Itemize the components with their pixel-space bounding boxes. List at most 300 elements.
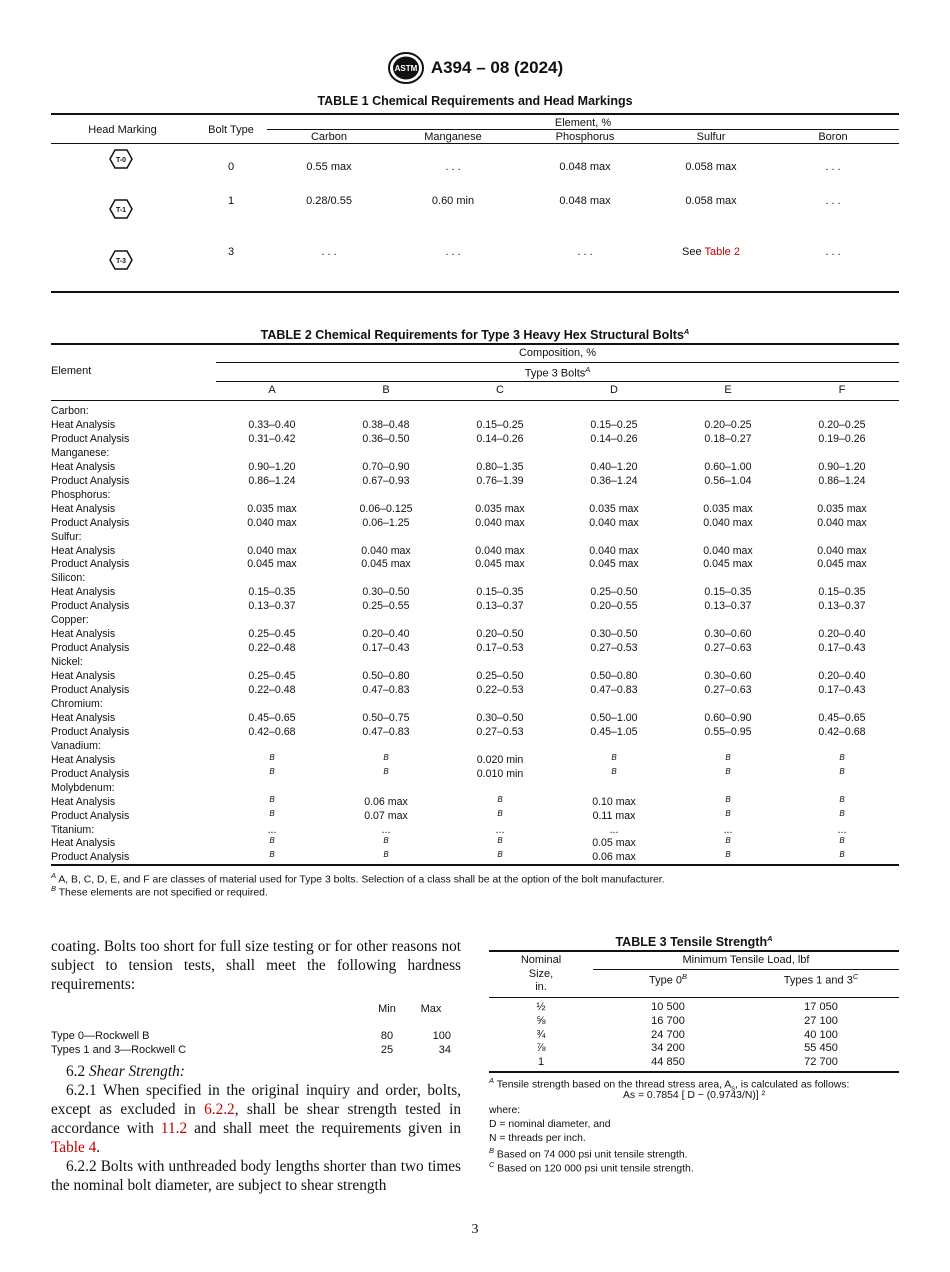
table2-row-label: Product Analysis <box>51 851 130 864</box>
table2-cell: 0.47–0.83 <box>362 725 410 738</box>
table2-cell: 0.20–0.25 <box>704 418 752 431</box>
table2-col-a: A <box>268 384 276 396</box>
table2-row <box>51 599 899 613</box>
table3-note-a-text: Tensile strength based on the thread stress area, A <box>494 1079 732 1091</box>
table2-cell: B <box>383 850 389 860</box>
table2-row-label: Heat Analysis <box>51 586 116 599</box>
table2-cell: 0.30–0.50 <box>476 711 524 724</box>
table2-footnote-a-mark: A <box>51 871 57 880</box>
table2-row-label: Product Analysis <box>51 767 130 780</box>
table1-col-boron: Boron <box>818 131 848 143</box>
table2-cell: B <box>839 850 845 860</box>
table2-row-label: Copper: <box>51 614 89 627</box>
table2-cell: 0.42–0.68 <box>818 725 866 738</box>
hardness-row1-max: 34 <box>438 1044 451 1056</box>
table2-cell: 0.18–0.27 <box>704 432 752 445</box>
table3-title <box>489 934 899 949</box>
table2-cell: 0.020 min <box>476 753 524 766</box>
table2-row <box>51 502 899 516</box>
table2-cell: B <box>725 836 731 846</box>
table2-cell: 0.040 max <box>247 516 297 529</box>
table2-cell: 0.17–0.43 <box>818 684 866 696</box>
table3-cell-types13: 55 450 <box>804 1042 838 1055</box>
table2-cell: 0.22–0.48 <box>248 684 296 696</box>
table2-cell: 0.86–1.24 <box>248 474 296 487</box>
paragraph-6-2-2: 6.2.2 Bolts with unthreaded body lengths shorter than two times the nominal bolt diameter, are subject to shear strength <box>51 1158 461 1194</box>
table2-cell: 0.30–0.50 <box>362 586 410 599</box>
table2-type3-text: Type 3 Bolts <box>524 367 586 380</box>
table1-row1-bolt-type: 1 <box>227 195 235 207</box>
table1-row1-carbon: 0.28/0.55 <box>306 195 352 207</box>
table2-cell: 0.45–0.65 <box>248 711 296 724</box>
table2-title-text: TABLE 2 Chemical Requirements for Type 3 Heavy Hex Structural Bolts <box>260 328 684 343</box>
table3-cell-type0: 10 500 <box>651 1001 685 1013</box>
table2-cell: B <box>497 794 503 804</box>
table2-cell: 0.27–0.53 <box>590 642 638 655</box>
table3-col-types13-text: Types 1 and 3 <box>783 974 853 987</box>
table2-cell: 0.86–1.24 <box>818 474 866 487</box>
table2-cell: B <box>725 808 731 818</box>
table2-composition-head: Composition, % <box>518 347 597 359</box>
table2-row <box>51 836 899 850</box>
head-marking-t3-icon <box>109 250 133 270</box>
table3-col-nominal-3: in. <box>535 981 547 993</box>
table2-cell: 0.15–0.25 <box>590 418 638 431</box>
table2-row <box>51 669 899 683</box>
table3-def-n: N = threads per inch. <box>489 1133 586 1144</box>
table2-row-label: Product Analysis <box>51 432 130 445</box>
table2-cell: 0.045 max <box>589 558 639 571</box>
table2-cell: 0.20–0.40 <box>818 628 866 641</box>
table1 <box>51 113 899 293</box>
table2-cell: 0.010 min <box>476 767 524 780</box>
table2-cell: ... <box>381 823 391 836</box>
body-text-top <box>51 937 461 994</box>
table3-col-nominal-2: Size, <box>528 968 554 980</box>
head-marking-t1-label: T-1 <box>115 207 127 214</box>
table2-cell: 0.040 max <box>589 544 639 557</box>
table2-cell: 0.17–0.43 <box>818 642 866 655</box>
table3-note-c <box>489 1160 694 1174</box>
table1-row1-sulfur: 0.058 max <box>685 195 737 207</box>
table3-cell-size: ¾ <box>536 1028 546 1041</box>
table2-cell: 0.55–0.95 <box>704 725 752 738</box>
table2-row-label: Heat Analysis <box>51 753 116 766</box>
table2-row <box>51 613 899 627</box>
table2-cell: ... <box>723 823 733 836</box>
paragraph-6-2-1-part4: . <box>96 1139 101 1156</box>
table2-cell: 0.19–0.26 <box>818 432 866 445</box>
table2-cell: 0.25–0.50 <box>590 586 638 599</box>
table2-cell: 0.20–0.40 <box>362 628 410 641</box>
table2-cell: 0.040 max <box>247 544 297 557</box>
table2-row <box>51 809 899 823</box>
table2-row-label: Nickel: <box>51 656 83 669</box>
table2-row <box>51 544 899 558</box>
table2-cell: 0.90–1.20 <box>248 460 296 473</box>
table2-cell: B <box>839 808 845 818</box>
table2-cell: B <box>725 794 731 804</box>
table2-cell: 0.45–0.65 <box>818 711 866 724</box>
table2-cell: 0.38–0.48 <box>362 418 410 431</box>
table2-row <box>51 571 899 585</box>
table2-cell: B <box>611 752 617 762</box>
table2-cell: 0.13–0.37 <box>248 600 296 613</box>
table2-cell: B <box>383 836 389 846</box>
table2-row-label: Carbon: <box>51 405 89 417</box>
table2-cell: ... <box>495 823 505 836</box>
table2-row-label: Chromium: <box>51 697 103 710</box>
table2-cell: B <box>383 766 389 776</box>
table2-cell: 0.47–0.83 <box>590 684 638 696</box>
table2-row <box>51 725 899 739</box>
table2-cell: B <box>497 808 503 818</box>
document-designation: A394 – 08 (2024) <box>430 58 564 77</box>
table2-col-c: C <box>496 384 504 396</box>
table3-where: where: <box>489 1105 521 1116</box>
table2-row-label: Heat Analysis <box>51 502 116 515</box>
section-6-2-title: Shear Strength: <box>88 1063 185 1080</box>
table2-row <box>51 781 899 795</box>
table2-cell: 0.36–0.50 <box>362 432 410 445</box>
table2-cell: 0.045 max <box>475 558 525 571</box>
table1-row0-manganese: . . . <box>445 161 461 173</box>
paragraph-6-2-1-part3: and shall meet the requirements given in <box>187 1120 461 1137</box>
table2-cell: B <box>725 766 731 776</box>
table2-row-label: Product Analysis <box>51 725 130 738</box>
table2-cell: 0.040 max <box>589 516 639 529</box>
table2-cell: 0.30–0.50 <box>590 628 638 641</box>
table2-cell: 0.33–0.40 <box>248 418 296 431</box>
table3-note-a-end: , is calculated as follows: <box>734 1079 850 1091</box>
table2-row <box>51 767 899 781</box>
table2-row-label: Heat Analysis <box>51 711 116 724</box>
table2-cell: 0.15–0.35 <box>248 586 296 599</box>
table2-cell: 0.76–1.39 <box>476 474 524 487</box>
table2-cell: 0.040 max <box>817 516 867 529</box>
table2-cell: 0.05 max <box>592 837 636 850</box>
hardness-col-max: Max <box>420 1003 442 1015</box>
table2-footnote-b <box>51 884 268 898</box>
table3-note-b <box>489 1146 688 1160</box>
table2-cell: 0.035 max <box>247 502 297 515</box>
table2-cell: 0.25–0.45 <box>248 670 296 683</box>
table2-cell: 0.50–0.80 <box>362 670 410 683</box>
table2-cell: 0.30–0.60 <box>704 628 752 641</box>
table2-cell: B <box>497 836 503 846</box>
table2-row-label: Product Analysis <box>51 600 130 613</box>
table3-col-group: Minimum Tensile Load, lbf <box>682 954 810 966</box>
table2-row-label: Titanium: <box>51 823 95 836</box>
table2-cell: B <box>269 794 275 804</box>
table2-row <box>51 753 899 767</box>
table2-cell: B <box>725 850 731 860</box>
link-11-2[interactable]: 11.2 <box>160 1120 188 1137</box>
table1-top-rule <box>51 113 899 115</box>
table3-note-c-text: Based on 120 000 psi unit tensile strength. <box>494 1163 694 1175</box>
table1-row0-boron: . . . <box>825 161 841 173</box>
table2-cell: 0.17–0.43 <box>362 642 410 655</box>
table2-cell: 0.15–0.35 <box>818 586 866 599</box>
table3-title-note: A <box>767 934 773 943</box>
table3-cell-type0: 16 700 <box>651 1014 685 1027</box>
table2-cell: 0.50–0.80 <box>590 670 638 683</box>
table2-cell: 0.040 max <box>703 516 753 529</box>
table3-cell-type0: 24 700 <box>651 1028 685 1041</box>
table1-row2-manganese: . . . <box>445 246 461 258</box>
paragraph-6-2-1 <box>51 1081 461 1157</box>
table2-cell: 0.045 max <box>817 558 867 571</box>
table2-cell: 0.14–0.26 <box>476 432 524 445</box>
table2-row <box>51 418 899 432</box>
table2-row <box>51 474 899 488</box>
table1-col-bolt-type: Bolt Type <box>208 124 254 136</box>
table2-row <box>51 446 899 460</box>
table2-row-label: Product Analysis <box>51 516 130 529</box>
table2-cell: B <box>839 752 845 762</box>
table2-cell: 0.035 max <box>817 502 867 515</box>
table2-cell: 0.20–0.55 <box>590 600 638 613</box>
table2-cell: B <box>383 752 389 762</box>
table1-col-carbon: Carbon <box>310 131 348 143</box>
table2-cell: B <box>725 752 731 762</box>
table2-cell: 0.06 max <box>364 795 408 808</box>
table1-row0-bolt-type: 0 <box>227 161 235 173</box>
table2-row <box>51 404 899 418</box>
table2-cell: 0.15–0.25 <box>476 418 524 431</box>
table1-row2-carbon: . . . <box>321 246 337 258</box>
table2-col-e: E <box>724 384 732 396</box>
table3-top-rule <box>489 950 899 952</box>
table2-row-label: Silicon: <box>51 572 86 585</box>
table2-cell: 0.60–1.00 <box>704 460 752 473</box>
table2-row <box>51 697 899 711</box>
table2-cell: 0.15–0.35 <box>704 586 752 599</box>
table2-cell: 0.47–0.83 <box>362 684 410 696</box>
table1-row2-sulfur-prefix: See <box>682 246 705 258</box>
table2 <box>51 343 899 866</box>
table1-row1-phosphorus: 0.048 max <box>559 195 611 207</box>
table2-title <box>0 327 950 342</box>
table3-cell-types13: 72 700 <box>804 1056 838 1069</box>
table2-row <box>51 739 899 753</box>
table2-row <box>51 627 899 641</box>
table2-cell: 0.045 max <box>703 558 753 571</box>
table3-cell-types13: 27 100 <box>804 1014 838 1027</box>
table1-group-rule <box>267 129 899 130</box>
table3-cell-size: 1 <box>537 1056 545 1069</box>
table2-row <box>51 641 899 655</box>
hardness-row0-min: 80 <box>380 1030 394 1042</box>
table2-row <box>51 557 899 571</box>
table3-col-types13 <box>743 972 899 987</box>
table2-row-label: Product Analysis <box>51 474 130 487</box>
table1-row2-phosphorus: . . . <box>577 246 593 258</box>
table2-cell: 0.56–1.04 <box>704 474 752 487</box>
table2-cell: ... <box>609 823 619 836</box>
table1-col-element-group: Element, % <box>554 117 612 129</box>
table2-row <box>51 585 899 599</box>
table2-cell: 0.17–0.53 <box>476 642 524 655</box>
table2-top-rule <box>51 343 899 345</box>
table2-cell: 0.67–0.93 <box>362 474 410 487</box>
table2-cell: 0.25–0.45 <box>248 628 296 641</box>
table3-note-a-sub: s <box>731 1083 735 1093</box>
link-6-2-2[interactable]: 6.2.2 <box>204 1101 235 1118</box>
paragraph-6-2-1-part2: , shall be shear strength tested in accordance with <box>51 1101 461 1137</box>
table3-group-rule <box>593 969 899 970</box>
table2-row-label: Heat Analysis <box>51 418 116 431</box>
table2-row <box>51 460 899 474</box>
table2-cell: ... <box>837 823 847 836</box>
paragraph-6-2-1-part1: 6.2.1 When specified in the original inquiry and order, bolts, except as excluded in <box>51 1082 461 1118</box>
table1-title: TABLE 1 Chemical Requirements and Head Markings <box>317 94 633 108</box>
table2-cell: 0.13–0.37 <box>704 600 752 613</box>
table2-cell: 0.14–0.26 <box>590 432 638 445</box>
table2-header-rule <box>51 400 899 401</box>
table2-cell: B <box>497 850 503 860</box>
table2-row-label: Sulfur: <box>51 530 82 543</box>
table3-cell-type0: 34 200 <box>651 1042 685 1055</box>
table2-cell: 0.035 max <box>589 502 639 515</box>
table3-col-type0-note: B <box>682 972 688 981</box>
table2-row <box>51 795 899 809</box>
table2-cell: 0.040 max <box>361 544 411 557</box>
table2-cell: 0.50–0.75 <box>362 711 410 724</box>
hardness-row1-min: 25 <box>380 1044 394 1056</box>
table2-cell: 0.40–1.20 <box>590 460 638 473</box>
body-text-bottom <box>51 1062 461 1195</box>
table2-cell: 0.30–0.60 <box>704 670 752 683</box>
table1-col-manganese: Manganese <box>424 131 482 143</box>
astm-logo-text: ASTM <box>394 64 418 73</box>
table2-footnote-b-text: These elements are not specified or required. <box>56 887 268 899</box>
table2-cell: 0.035 max <box>703 502 753 515</box>
table1-row0-carbon: 0.55 max <box>306 161 352 173</box>
table2-cell: 0.15–0.35 <box>476 586 524 599</box>
table3-header-rule <box>489 997 899 998</box>
table2-row <box>51 683 899 697</box>
table2-col-d: D <box>610 384 618 396</box>
table3-note-b-mark: B <box>489 1146 495 1155</box>
table2-cell: 0.035 max <box>475 502 525 515</box>
table2-col-b: B <box>382 384 390 396</box>
table2-cell: 0.45–1.05 <box>590 725 638 738</box>
table3-col-type0 <box>593 972 743 987</box>
table3-col-nominal-1: Nominal <box>520 954 562 966</box>
table2-row <box>51 488 899 502</box>
table2-cell: B <box>269 836 275 846</box>
table2-cell: B <box>269 850 275 860</box>
hardness-col-min: Min <box>378 1003 396 1015</box>
table3-def-d: D = nominal diameter, and <box>489 1119 611 1130</box>
table2-cell: 0.22–0.48 <box>248 642 296 655</box>
table2-cell: 0.13–0.37 <box>476 600 524 613</box>
table2-cell: 0.20–0.40 <box>818 670 866 683</box>
table2-type3-rule <box>216 381 899 382</box>
table2-link[interactable]: Table 2 <box>704 246 740 258</box>
table1-row1-manganese: 0.60 min <box>431 195 475 207</box>
document-header <box>0 50 950 86</box>
head-marking-t0-icon <box>109 149 133 169</box>
table1-row1-boron: . . . <box>825 195 841 207</box>
table2-cell: 0.27–0.63 <box>704 684 752 696</box>
table1-col-sulfur: Sulfur <box>696 131 726 143</box>
table2-row-label: Heat Analysis <box>51 544 116 557</box>
table3-cell-size: ⅝ <box>536 1014 546 1027</box>
table2-row <box>51 530 899 544</box>
table2-row-label: Product Analysis <box>51 558 130 571</box>
table2-cell: 0.42–0.68 <box>248 725 296 738</box>
table2-cell: ... <box>267 823 277 836</box>
table3-cell-types13: 40 100 <box>804 1028 838 1041</box>
table2-row-label: Molybdenum: <box>51 781 115 794</box>
table2-cell: B <box>839 766 845 776</box>
table1-row0-phosphorus: 0.048 max <box>559 161 611 173</box>
table2-cell: 0.06–1.25 <box>362 516 410 529</box>
section-6-2-number: 6.2 <box>66 1063 89 1080</box>
table2-row <box>51 432 899 446</box>
table1-row2-sulfur <box>655 246 767 258</box>
table2-cell: 0.20–0.50 <box>476 628 524 641</box>
table2-cell: 0.27–0.63 <box>704 642 752 655</box>
page-number: 3 <box>471 1222 479 1237</box>
hardness-row0-max: 100 <box>432 1030 451 1042</box>
table2-row <box>51 516 899 530</box>
head-marking-t3-label: T-3 <box>115 258 127 265</box>
table3-cell-size: ⅞ <box>536 1042 546 1055</box>
table2-row-label: Heat Analysis <box>51 837 116 850</box>
table2-cell: B <box>269 808 275 818</box>
table3-bottom-rule <box>489 1071 899 1073</box>
table2-cell: 0.20–0.25 <box>818 418 866 431</box>
table2-row <box>51 655 899 669</box>
table2-cell: 0.11 max <box>592 809 636 822</box>
table2-cell: 0.06 max <box>592 851 636 864</box>
table1-bottom-rule <box>51 291 899 293</box>
table2-row-label: Product Analysis <box>51 642 130 655</box>
table2-composition-rule <box>216 362 899 363</box>
table2-row <box>51 850 899 864</box>
table2-cell: 0.10 max <box>592 795 636 808</box>
table2-row-label: Heat Analysis <box>51 670 116 683</box>
table2-cell: 0.80–1.35 <box>476 460 524 473</box>
table2-cell: 0.70–0.90 <box>362 460 410 473</box>
table2-footnote-b-mark: B <box>51 884 57 893</box>
table2-row-label: Product Analysis <box>51 809 130 822</box>
table3-col-type0-text: Type 0 <box>648 974 682 987</box>
hardness-row0-label: Type 0—Rockwell B <box>51 1030 150 1042</box>
table1-col-phosphorus: Phosphorus <box>555 131 615 143</box>
table2-cell: B <box>839 836 845 846</box>
table2-cell: 0.040 max <box>475 544 525 557</box>
table2-cell: 0.040 max <box>703 544 753 557</box>
table3-note-b-text: Based on 74 000 psi unit tensile strength. <box>494 1149 688 1161</box>
table2-type3-note: A <box>585 365 591 374</box>
table2-cell: 0.60–0.90 <box>704 711 752 724</box>
table2-row-label: Product Analysis <box>51 684 130 696</box>
table2-row-label: Manganese: <box>51 446 110 459</box>
table2-row-label: Heat Analysis <box>51 795 116 808</box>
table2-type3-head <box>216 365 899 380</box>
table3-col-types13-note: C <box>852 972 859 981</box>
table3-cell-type0: 44 850 <box>651 1056 685 1069</box>
table2-cell: 0.27–0.53 <box>476 725 524 738</box>
table2-row-label: Heat Analysis <box>51 628 116 641</box>
table3-note-c-mark: C <box>489 1160 495 1169</box>
table2-cell: 0.36–1.24 <box>590 474 638 487</box>
link-table-4[interactable]: Table 4 <box>51 1139 97 1156</box>
